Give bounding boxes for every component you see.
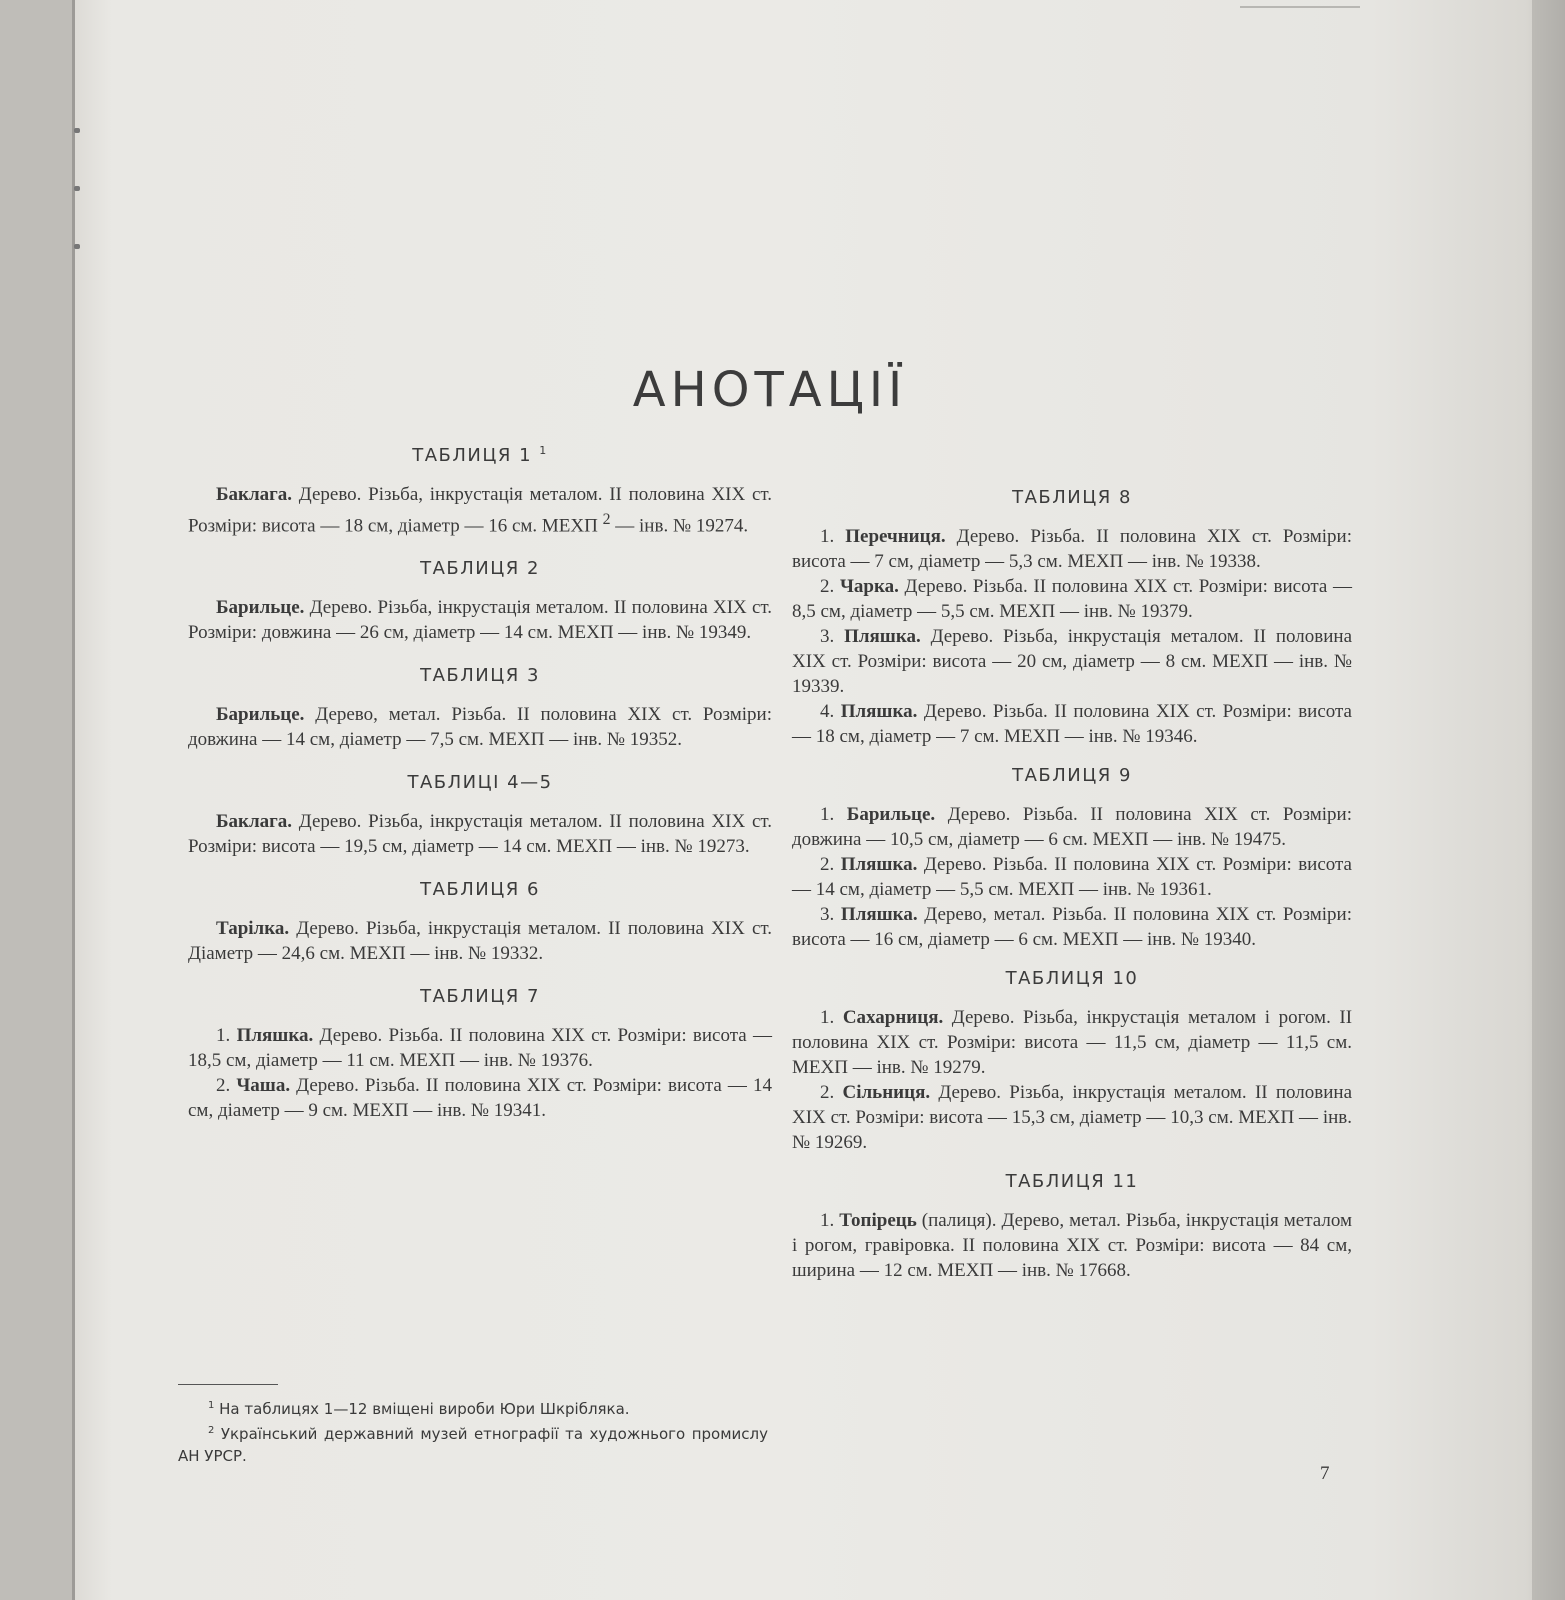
page-title: АНОТАЦІЇ [632,362,908,419]
annotation-item: 2. Сільниця. Дерево. Різьба, інкрустація металом. II половина XIX ст. Розміри: висота — 15,3 см, діаметр — 10,3 см. МЕХП — інв. № 19269. [792,1082,1352,1153]
footnote: $^1$ На таблицях 1—12 вміщені вироби Юри Шкрібляка. [208,1400,630,1418]
section-heading: ТАБЛИЦЯ 10 [1005,968,1139,989]
section-heading: ТАБЛИЦЯ 9 [1012,765,1132,786]
section-heading: ТАБЛИЦЯ 2 [420,558,540,580]
left-column [188,438,772,1123]
top-edge-mark [1240,0,1360,8]
section-heading: ТАБЛИЦЯ 1 $^1$ [412,444,548,466]
section-heading: ТАБЛИЦЯ 8 [1012,487,1132,508]
annotation-entry: Барильце. Дерево, метал. Різьба. II половина XIX ст. Розміри: довжина — 14 см, діаметр — 7,5 см. МЕХП — інв. № 19352. [188,704,773,751]
right-column [792,485,1352,1283]
binding-hole [74,128,80,133]
binding-hole [74,186,80,191]
annotation-item: 1. Сахарниця. Дерево. Різьба, інкрустація металом і рогом. II половина XIX ст. Розміри: висота — 11,5 см, діаметр — 11,5 см. МЕХП — інв. № 19279. [792,1007,1353,1078]
annotation-item: 2. Пляшка. Дерево. Різьба. II половина XIX ст. Розміри: висота — 14 см, діаметр — 5,5 см. МЕХП — інв. № 19361. [792,854,1352,900]
section-heading: ТАБЛИЦЯ 11 [1005,1171,1139,1192]
annotation-item: 3. Пляшка. Дерево. Різьба, інкрустація металом. II половина XIX ст. Розміри: висота — 20 см, діаметр — 8 см. МЕХП — інв. № 19339. [792,626,1353,697]
page-number: 7 [1320,1463,1330,1484]
page-shadow [1525,0,1565,1600]
annotation-item: 1. Перечниця. Дерево. Різьба. II половина XIX ст. Розміри: висота — 7 см, діаметр — 5,3 см. МЕХП — інв. № 19338. [792,526,1353,572]
annotation-entry: Тарілка. Дерево. Різьба, інкрустація металом. II половина XIX ст. Діаметр — 24,6 см. МЕХП — інв. № 19332. [188,918,772,965]
annotation-entry: Баклага. Дерево. Різьба, інкрустація металом. II половина XIX ст. Розміри: висота — 18 см, діаметр — 16 см. МЕХП $^2$ — інв. № 19274. [188,484,773,537]
footnote: $^2$ Український державний музей етнографії та художнього промислу АН УРСР. [178,1425,768,1465]
annotation-item: 1. Топірець (палиця). Дерево, метал. Різьба, інкрустація металом і рогом, гравіровка. II половина XIX ст. Розміри: висота — 84 см, ширина — 12 см. МЕХП — інв. № 17668. [792,1210,1352,1281]
annotation-item: 3. Пляшка. Дерево, метал. Різьба. II половина XIX ст. Розміри: висота — 16 см, діаметр — 6 см. МЕХП — інв. № 19340. [792,904,1352,950]
annotation-item: 1. Пляшка. Дерево. Різьба. II половина XIX ст. Розміри: висота — 18,5 см, діаметр — 11 см. МЕХП — інв. № 19376. [188,1025,773,1072]
footnote-rule [178,1384,278,1385]
section-heading: ТАБЛИЦІ 4—5 [407,772,553,794]
annotation-entry: Баклага. Дерево. Різьба, інкрустація металом. II половина XIX ст. Розміри: висота — 19,5 см, діаметр — 14 см. МЕХП — інв. № 19273. [188,811,773,858]
section-heading: ТАБЛИЦЯ 7 [420,986,540,1008]
section-heading: ТАБЛИЦЯ 3 [420,665,540,687]
annotation-item: 1. Барильце. Дерево. Різьба. II половина XIX ст. Розміри: довжина — 10,5 см, діаметр — 6 см. МЕХП — інв. № 19475. [792,804,1353,850]
annotation-entry: Барильце. Дерево. Різьба, інкрустація металом. II половина XIX ст. Розміри: довжина — 26 см, діаметр — 14 см. МЕХП — інв. № 19349. [188,597,773,644]
section-heading: ТАБЛИЦЯ 6 [420,879,540,901]
binding-hole [74,244,80,249]
annotation-item: 2. Чаша. Дерево. Різьба. II половина XIX ст. Розміри: висота — 14 см, діаметр — 9 см. МЕХП — інв. № 19341. [188,1075,772,1122]
page-binding-edge [72,0,75,1600]
annotation-item: 2. Чарка. Дерево. Різьба. II половина XIX ст. Розміри: висота — 8,5 см, діаметр — 5,5 см. МЕХП — інв. № 19379. [792,576,1353,622]
annotation-item: 4. Пляшка. Дерево. Різьба. II половина XIX ст. Розміри: висота — 18 см, діаметр — 7 см. МЕХП — інв. № 19346. [792,701,1352,747]
footnotes [178,1395,768,1467]
